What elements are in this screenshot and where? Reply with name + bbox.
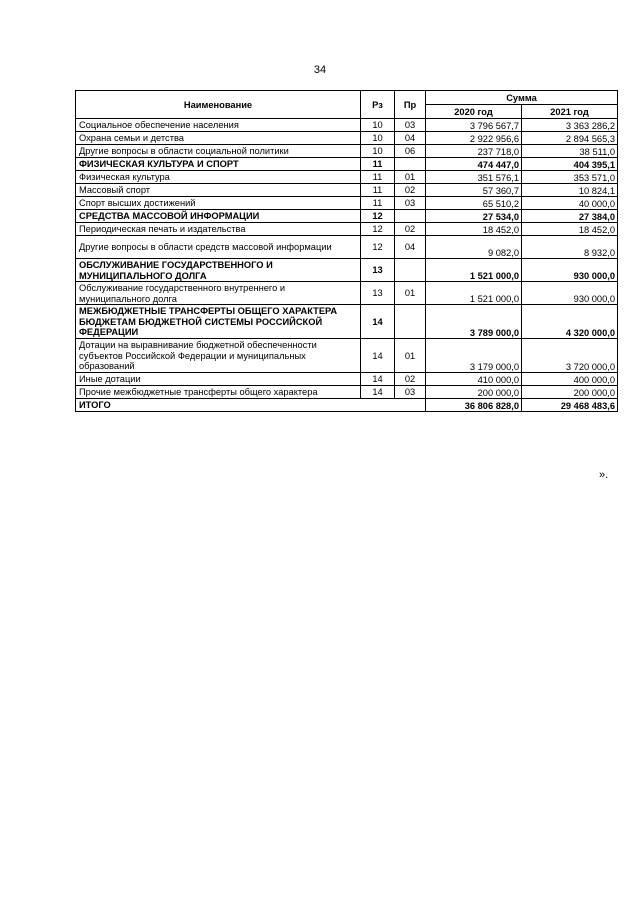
row-2020-cell: 18 452,0 bbox=[426, 223, 522, 236]
header-year-2021: 2021 год bbox=[522, 105, 618, 119]
table-row bbox=[76, 386, 618, 399]
total-2020: 36 806 828,0 bbox=[426, 399, 522, 412]
row-2021-cell: 930 000,0 bbox=[522, 259, 618, 282]
table-row bbox=[76, 171, 618, 184]
table-row bbox=[76, 197, 618, 210]
closing-quote: ». bbox=[599, 469, 609, 481]
row-name-cell: Охрана семьи и детства bbox=[76, 132, 361, 145]
table-row bbox=[76, 223, 618, 236]
row-2021-cell: 2 894 565,3 bbox=[522, 132, 618, 145]
row-rz-cell: 11 bbox=[361, 171, 395, 184]
row-pr-cell: 06 bbox=[395, 145, 426, 158]
row-rz-cell: 13 bbox=[361, 282, 395, 305]
row-name-cell: ОБСЛУЖИВАНИЕ ГОСУДАРСТВЕННОГО И МУНИЦИПАЛЬНОГО ДОЛГА bbox=[76, 259, 361, 282]
header-sum: Сумма bbox=[426, 91, 618, 105]
row-pr-cell: 04 bbox=[395, 236, 426, 259]
row-2020-cell: 3 796 567,7 bbox=[426, 119, 522, 132]
row-rz-cell: 10 bbox=[361, 119, 395, 132]
row-name-cell: Прочие межбюджетные трансферты общего характера bbox=[76, 386, 361, 399]
row-rz-cell: 14 bbox=[361, 305, 395, 339]
row-2020-cell: 57 360,7 bbox=[426, 184, 522, 197]
row-pr-cell: 04 bbox=[395, 132, 426, 145]
row-rz-cell: 10 bbox=[361, 132, 395, 145]
row-2021-cell: 10 824,1 bbox=[522, 184, 618, 197]
row-rz-cell: 14 bbox=[361, 386, 395, 399]
row-pr-cell: 03 bbox=[395, 197, 426, 210]
table-row bbox=[76, 210, 618, 223]
row-name-cell: Другие вопросы в области социальной политики bbox=[76, 145, 361, 158]
row-name-cell: Иные дотации bbox=[76, 373, 361, 386]
table-row bbox=[76, 259, 618, 282]
table-row bbox=[76, 132, 618, 145]
table-row bbox=[76, 373, 618, 386]
header-pr: Пр bbox=[395, 91, 426, 119]
row-2021-cell: 3 363 286,2 bbox=[522, 119, 618, 132]
row-2021-cell: 930 000,0 bbox=[522, 282, 618, 305]
row-pr-cell bbox=[395, 210, 426, 223]
row-name-cell: Массовый спорт bbox=[76, 184, 361, 197]
row-pr-cell: 03 bbox=[395, 119, 426, 132]
row-name-cell: ФИЗИЧЕСКАЯ КУЛЬТУРА И СПОРТ bbox=[76, 158, 361, 171]
row-rz-cell: 12 bbox=[361, 236, 395, 259]
row-rz-cell: 12 bbox=[361, 223, 395, 236]
row-name-cell: Другие вопросы в области средств массовой информации bbox=[76, 236, 361, 259]
row-rz-cell: 13 bbox=[361, 259, 395, 282]
table-row bbox=[76, 145, 618, 158]
row-pr-cell: 03 bbox=[395, 386, 426, 399]
row-name-cell: СРЕДСТВА МАССОВОЙ ИНФОРМАЦИИ bbox=[76, 210, 361, 223]
row-pr-cell bbox=[395, 259, 426, 282]
row-2021-cell: 400 000,0 bbox=[522, 373, 618, 386]
table-body bbox=[76, 119, 618, 399]
row-rz-cell: 12 bbox=[361, 210, 395, 223]
row-name-cell: Обслуживание государственного внутреннего и муниципального долга bbox=[76, 282, 361, 305]
row-2021-cell: 38 511,0 bbox=[522, 145, 618, 158]
row-2021-cell: 18 452,0 bbox=[522, 223, 618, 236]
row-2020-cell: 27 534,0 bbox=[426, 210, 522, 223]
table-row bbox=[76, 158, 618, 171]
header-name: Наименование bbox=[76, 91, 361, 119]
row-name-cell: Периодическая печать и издательства bbox=[76, 223, 361, 236]
row-2021-cell: 8 932,0 bbox=[522, 236, 618, 259]
row-2021-cell: 200 000,0 bbox=[522, 386, 618, 399]
row-2021-cell: 40 000,0 bbox=[522, 197, 618, 210]
page-number: 34 bbox=[313, 64, 327, 76]
row-pr-cell: 02 bbox=[395, 223, 426, 236]
row-2021-cell: 3 720 000,0 bbox=[522, 339, 618, 373]
row-name-cell: МЕЖБЮДЖЕТНЫЕ ТРАНСФЕРТЫ ОБЩЕГО ХАРАКТЕРА БЮДЖЕТАМ БЮДЖЕТНОЙ СИСТЕМЫ РОССИЙСКОЙ ФЕДЕРАЦИИ bbox=[76, 305, 361, 339]
row-2021-cell: 27 384,0 bbox=[522, 210, 618, 223]
row-2020-cell: 9 082,0 bbox=[426, 236, 522, 259]
row-2020-cell: 200 000,0 bbox=[426, 386, 522, 399]
budget-table bbox=[75, 90, 618, 412]
table-row bbox=[76, 339, 618, 373]
table-row bbox=[76, 184, 618, 197]
row-pr-cell: 02 bbox=[395, 373, 426, 386]
table-row bbox=[76, 119, 618, 132]
row-pr-cell bbox=[395, 305, 426, 339]
row-2020-cell: 3 179 000,0 bbox=[426, 339, 522, 373]
row-2021-cell: 4 320 000,0 bbox=[522, 305, 618, 339]
row-2020-cell: 1 521 000,0 bbox=[426, 259, 522, 282]
row-2020-cell: 410 000,0 bbox=[426, 373, 522, 386]
row-pr-cell: 01 bbox=[395, 339, 426, 373]
row-name-cell: Физическая культура bbox=[76, 171, 361, 184]
table-row bbox=[76, 305, 618, 339]
row-rz-cell: 14 bbox=[361, 373, 395, 386]
row-pr-cell: 01 bbox=[395, 282, 426, 305]
row-2020-cell: 65 510,2 bbox=[426, 197, 522, 210]
row-2020-cell: 1 521 000,0 bbox=[426, 282, 522, 305]
row-rz-cell: 11 bbox=[361, 158, 395, 171]
total-label: ИТОГО bbox=[76, 399, 426, 412]
row-2020-cell: 2 922 956,6 bbox=[426, 132, 522, 145]
header-rz: Рз bbox=[361, 91, 395, 119]
row-pr-cell: 01 bbox=[395, 171, 426, 184]
row-name-cell: Социальное обеспечение населения bbox=[76, 119, 361, 132]
row-pr-cell bbox=[395, 158, 426, 171]
table-header bbox=[76, 91, 618, 119]
total-2021: 29 468 483,6 bbox=[522, 399, 618, 412]
row-2021-cell: 353 571,0 bbox=[522, 171, 618, 184]
row-2020-cell: 474 447,0 bbox=[426, 158, 522, 171]
row-2021-cell: 404 395,1 bbox=[522, 158, 618, 171]
row-rz-cell: 10 bbox=[361, 145, 395, 158]
table-row bbox=[76, 282, 618, 305]
row-rz-cell: 14 bbox=[361, 339, 395, 373]
row-name-cell: Спорт высших достижений bbox=[76, 197, 361, 210]
row-2020-cell: 237 718,0 bbox=[426, 145, 522, 158]
row-rz-cell: 11 bbox=[361, 197, 395, 210]
header-year-2020: 2020 год bbox=[426, 105, 522, 119]
row-name-cell: Дотации на выравнивание бюджетной обеспеченности субъектов Российской Федерации и муниципальных образований bbox=[76, 339, 361, 373]
row-pr-cell: 02 bbox=[395, 184, 426, 197]
row-2020-cell: 3 789 000,0 bbox=[426, 305, 522, 339]
table-row bbox=[76, 236, 618, 259]
table-footer bbox=[76, 399, 618, 412]
row-2020-cell: 351 576,1 bbox=[426, 171, 522, 184]
row-rz-cell: 11 bbox=[361, 184, 395, 197]
